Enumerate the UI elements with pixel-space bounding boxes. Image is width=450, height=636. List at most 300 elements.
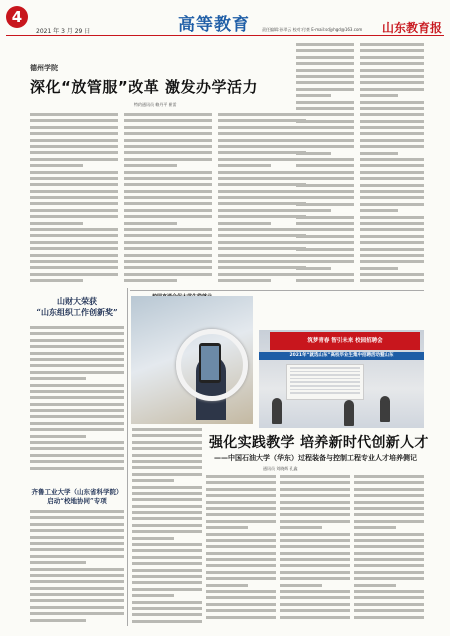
- masthead: [0, 0, 450, 44]
- body-text-line: [360, 267, 398, 270]
- body-text-line: [218, 209, 306, 212]
- article2-column-3: [280, 475, 350, 628]
- photo2-banner: 筑梦青春 智引未来 校园招聘会: [270, 332, 420, 350]
- body-text-line: [124, 209, 212, 212]
- body-text-line: [280, 596, 350, 599]
- body-text-line: [218, 266, 306, 269]
- body-text-line: [124, 196, 212, 199]
- body-text-line: [360, 132, 424, 135]
- body-text-line: [280, 545, 350, 548]
- body-text-line: [30, 619, 86, 622]
- article1-section-tag: 德州学院: [30, 64, 58, 72]
- body-text-line: [30, 422, 124, 425]
- body-text-line: [206, 501, 276, 504]
- body-text-line: [206, 609, 276, 612]
- body-text-line: [360, 101, 424, 104]
- body-text-line: [30, 580, 124, 583]
- body-text-line: [218, 260, 306, 263]
- body-text-line: [124, 190, 212, 193]
- body-text-line: [30, 371, 124, 374]
- body-text-line: [124, 279, 177, 282]
- edition-title: 高等教育: [178, 15, 250, 35]
- body-text-line: [30, 139, 118, 142]
- issue-date: 2021 年 3 月 29 日: [36, 28, 91, 35]
- body-text-line: [354, 584, 396, 587]
- body-text-line: [132, 620, 202, 623]
- body-text-line: [30, 234, 118, 237]
- body-text-line: [280, 507, 350, 510]
- body-text-line: [30, 516, 124, 519]
- article2-column-1: [132, 428, 202, 628]
- body-text-line: [280, 526, 322, 529]
- body-text-line: [30, 364, 124, 367]
- body-text-line: [360, 139, 424, 142]
- body-text-line: [30, 548, 124, 551]
- body-text-line: [296, 184, 354, 187]
- article1-column-5: [360, 43, 424, 288]
- sidebar1-title-line1: 山财大荣获: [57, 296, 97, 306]
- masthead-rule: [6, 35, 444, 36]
- body-text-line: [360, 273, 424, 276]
- body-text-line: [30, 510, 124, 513]
- body-text-line: [296, 43, 354, 46]
- sidebar1-title-line2: “山东组织工作创新奖”: [36, 307, 118, 317]
- body-text-line: [206, 545, 276, 548]
- body-text-line: [30, 113, 118, 116]
- body-text-line: [218, 228, 306, 231]
- body-text-line: [280, 558, 350, 561]
- body-text-line: [30, 126, 118, 129]
- body-text-line: [30, 390, 124, 393]
- body-text-line: [296, 177, 354, 180]
- body-text-line: [206, 616, 276, 619]
- body-text-line: [124, 171, 212, 174]
- body-text-line: [30, 606, 124, 609]
- body-text-line: [30, 352, 124, 355]
- body-text-line: [218, 113, 306, 116]
- body-text-line: [296, 273, 354, 276]
- body-text-line: [354, 609, 424, 612]
- body-text-line: [296, 145, 354, 148]
- body-text-line: [124, 247, 212, 250]
- body-text-line: [124, 164, 177, 167]
- body-text-line: [30, 177, 118, 180]
- body-text-line: [218, 126, 306, 129]
- body-text-line: [218, 183, 306, 186]
- column-divider: [127, 288, 128, 626]
- body-text-line: [206, 539, 276, 542]
- body-text-line: [280, 481, 350, 484]
- newspaper-logo: 山东教育报: [381, 21, 442, 35]
- body-text-line: [132, 575, 202, 578]
- body-text-line: [354, 533, 424, 536]
- body-text-line: [206, 533, 276, 536]
- body-text-line: [206, 577, 276, 580]
- body-text-line: [124, 260, 212, 263]
- body-text-line: [30, 536, 124, 539]
- body-text-line: [30, 241, 118, 244]
- body-text-line: [296, 101, 354, 104]
- body-text-line: [206, 507, 276, 510]
- body-text-line: [360, 145, 424, 148]
- body-text-line: [124, 273, 212, 276]
- body-text-line: [206, 552, 276, 555]
- body-text-line: [124, 151, 212, 154]
- body-text-line: [218, 234, 306, 237]
- body-text-line: [30, 454, 124, 457]
- body-text-line: [30, 202, 118, 205]
- body-text-line: [132, 607, 202, 610]
- body-text-line: [280, 494, 350, 497]
- body-text-line: [296, 107, 354, 110]
- body-text-line: [206, 526, 248, 529]
- body-text-line: [354, 526, 396, 529]
- body-text-line: [30, 574, 124, 577]
- body-text-line: [360, 81, 424, 84]
- body-text-line: [296, 222, 354, 225]
- body-text-line: [354, 501, 424, 504]
- article1-byline: 特约通讯员 赖丹平 崔雷: [134, 102, 177, 107]
- body-text-line: [354, 513, 424, 516]
- body-text-line: [30, 593, 124, 596]
- article1-column-1: [30, 113, 118, 288]
- body-text-line: [360, 254, 424, 257]
- sidebar2-title: [30, 488, 124, 506]
- body-text-line: [354, 577, 424, 580]
- body-text-line: [30, 612, 124, 615]
- body-text-line: [30, 326, 124, 329]
- body-text-line: [30, 599, 124, 602]
- body-text-line: [280, 513, 350, 516]
- body-text-line: [132, 466, 202, 469]
- body-text-line: [124, 113, 212, 116]
- body-text-line: [132, 486, 202, 489]
- body-text-line: [280, 520, 350, 523]
- body-text-line: [30, 542, 124, 545]
- body-text-line: [296, 241, 354, 244]
- article2-column-4: [354, 475, 424, 628]
- body-text-line: [124, 132, 212, 135]
- page-number-badge: 4: [6, 6, 28, 28]
- body-text-line: [360, 209, 398, 212]
- body-text-line: [360, 56, 424, 59]
- body-text-line: [360, 62, 424, 65]
- section-divider: [130, 290, 424, 291]
- body-text-line: [206, 475, 276, 478]
- body-text-line: [360, 113, 424, 116]
- body-text-line: [30, 435, 86, 438]
- body-text-line: [296, 49, 354, 52]
- body-text-line: [360, 69, 424, 72]
- body-text-line: [360, 49, 424, 52]
- body-text-line: [30, 403, 124, 406]
- body-text-line: [360, 171, 424, 174]
- body-text-line: [296, 132, 354, 135]
- body-text-line: [30, 151, 118, 154]
- body-text-line: [354, 603, 424, 606]
- body-text-line: [296, 260, 354, 263]
- article1-column-2: [124, 113, 212, 288]
- body-text-line: [206, 494, 276, 497]
- body-text-line: [30, 145, 118, 148]
- photo2-job-board: [286, 364, 364, 400]
- body-text-line: [218, 145, 306, 148]
- body-text-line: [206, 596, 276, 599]
- body-text-line: [30, 215, 118, 218]
- body-text-line: [354, 481, 424, 484]
- body-text-line: [132, 441, 202, 444]
- body-text-line: [218, 171, 306, 174]
- body-text-line: [124, 222, 177, 225]
- body-text-line: [124, 215, 212, 218]
- body-text-line: [218, 279, 271, 282]
- body-text-line: [30, 196, 118, 199]
- body-text-line: [296, 171, 354, 174]
- body-text-line: [354, 552, 424, 555]
- body-text-line: [354, 590, 424, 593]
- body-text-line: [296, 81, 354, 84]
- body-text-line: [296, 254, 354, 257]
- body-text-line: [296, 279, 354, 282]
- body-text-line: [296, 216, 354, 219]
- body-text-line: [132, 562, 202, 565]
- photo2-person: [344, 400, 354, 426]
- body-text-line: [132, 524, 202, 527]
- body-text-line: [354, 475, 424, 478]
- body-text-line: [132, 569, 202, 572]
- article1-column-4: [296, 43, 354, 288]
- body-text-line: [218, 196, 306, 199]
- body-text-line: [360, 126, 424, 129]
- body-text-line: [30, 164, 83, 167]
- body-text-line: [360, 279, 424, 282]
- body-text-line: [30, 345, 124, 348]
- body-text-line: [124, 126, 212, 129]
- editor-info: 责任编辑:孙翠云 校对:付豪 E-mail:sdjyhgd@163.com: [262, 27, 363, 32]
- body-text-line: [280, 539, 350, 542]
- body-text-line: [30, 171, 118, 174]
- body-text-line: [218, 190, 306, 193]
- body-text-line: [30, 260, 118, 263]
- photo2-banner-sub: 2021年“就选山东”高校毕业生集中招聘活动暨山东: [259, 352, 424, 360]
- photo2-person: [380, 396, 390, 422]
- body-text-line: [280, 564, 350, 567]
- body-text-line: [30, 587, 124, 590]
- body-text-line: [280, 552, 350, 555]
- body-text-line: [360, 216, 424, 219]
- body-text-line: [30, 358, 124, 361]
- body-text-line: [30, 183, 118, 186]
- body-text-line: [354, 558, 424, 561]
- body-text-line: [132, 447, 202, 450]
- body-text-line: [296, 267, 331, 270]
- body-text-line: [30, 467, 124, 470]
- body-text-line: [132, 613, 202, 616]
- body-text-line: [218, 241, 306, 244]
- sidebar1-brief: [30, 296, 124, 318]
- body-text-line: [132, 549, 202, 552]
- body-text-line: [30, 339, 124, 342]
- body-text-line: [218, 247, 306, 250]
- body-text-line: [206, 590, 276, 593]
- body-text-line: [132, 517, 202, 520]
- body-text-line: [218, 119, 306, 122]
- body-text-line: [30, 441, 124, 444]
- body-text-line: [124, 202, 212, 205]
- body-text-line: [218, 132, 306, 135]
- body-text-line: [30, 555, 124, 558]
- body-text-line: [132, 543, 202, 546]
- body-text-line: [354, 488, 424, 491]
- body-text-line: [360, 94, 398, 97]
- body-text-line: [296, 88, 354, 91]
- sidebar2-title-line1: 齐鲁工业大学（山东省科学院）: [31, 488, 123, 496]
- body-text-line: [124, 158, 212, 161]
- body-text-line: [30, 158, 118, 161]
- body-text-line: [132, 492, 202, 495]
- body-text-line: [132, 454, 202, 457]
- phone-screen: [201, 346, 219, 380]
- body-text-line: [296, 62, 354, 65]
- body-text-line: [218, 139, 306, 142]
- body-text-line: [218, 164, 271, 167]
- body-text-line: [360, 248, 424, 251]
- body-text-line: [360, 107, 424, 110]
- body-text-line: [132, 530, 202, 533]
- body-text-line: [132, 537, 174, 540]
- body-text-line: [296, 158, 354, 161]
- body-text-line: [124, 254, 212, 257]
- body-text-line: [280, 501, 350, 504]
- body-text-line: [30, 266, 118, 269]
- body-text-line: [296, 190, 354, 193]
- article1-headline: 深化“放管服”改革 激发办学活力: [30, 78, 258, 96]
- body-text-line: [30, 384, 124, 387]
- body-text-line: [30, 377, 86, 380]
- body-text-line: [280, 571, 350, 574]
- body-text-line: [30, 415, 124, 418]
- body-text-line: [30, 119, 118, 122]
- body-text-line: [296, 164, 354, 167]
- body-text-line: [206, 488, 276, 491]
- body-text-line: [354, 596, 424, 599]
- body-text-line: [206, 571, 276, 574]
- body-text-line: [296, 196, 354, 199]
- body-text-line: [132, 498, 202, 501]
- body-text-line: [30, 254, 118, 257]
- body-text-line: [124, 139, 212, 142]
- body-text-line: [124, 241, 212, 244]
- body-text-line: [218, 222, 271, 225]
- body-text-line: [30, 209, 118, 212]
- body-text-line: [124, 177, 212, 180]
- body-text-line: [360, 190, 424, 193]
- body-text-line: [132, 473, 202, 476]
- body-text-line: [280, 609, 350, 612]
- body-text-line: [132, 460, 202, 463]
- body-text-line: [280, 603, 350, 606]
- body-text-line: [354, 539, 424, 542]
- body-text-line: [296, 120, 354, 123]
- body-text-line: [280, 590, 350, 593]
- body-text-line: [296, 235, 354, 238]
- body-text-line: [124, 234, 212, 237]
- article2-byline: 通讯员 刘晓辉 孔鑫: [263, 466, 298, 471]
- body-text-line: [360, 228, 424, 231]
- body-text-line: [360, 75, 424, 78]
- body-text-line: [360, 177, 424, 180]
- body-text-line: [206, 584, 248, 587]
- body-text-line: [360, 241, 424, 244]
- body-text-line: [206, 564, 276, 567]
- body-text-line: [360, 203, 424, 206]
- body-text-line: [296, 139, 354, 142]
- body-text-line: [218, 273, 306, 276]
- body-text-line: [354, 564, 424, 567]
- body-text-line: [296, 228, 354, 231]
- body-text-line: [360, 222, 424, 225]
- body-text-line: [132, 594, 174, 597]
- body-text-line: [30, 460, 124, 463]
- body-text-line: [30, 228, 118, 231]
- body-text-line: [132, 601, 202, 604]
- body-text-line: [218, 151, 306, 154]
- body-text-line: [30, 561, 86, 564]
- body-text-line: [30, 568, 124, 571]
- body-text-line: [360, 235, 424, 238]
- body-text-line: [360, 164, 424, 167]
- body-text-line: [354, 494, 424, 497]
- sidebar1-text: [30, 326, 124, 476]
- body-text-line: [296, 113, 354, 116]
- body-text-line: [30, 409, 124, 412]
- body-text-line: [296, 126, 354, 129]
- body-text-line: [124, 183, 212, 186]
- body-text-line: [132, 511, 202, 514]
- body-text-line: [360, 260, 424, 263]
- body-text-line: [30, 190, 118, 193]
- body-text-line: [354, 616, 424, 619]
- body-text-line: [280, 533, 350, 536]
- article2-column-2: [206, 475, 276, 628]
- body-text-line: [280, 584, 322, 587]
- body-text-line: [30, 523, 124, 526]
- sidebar2-title-line2: 启动“校地协同”专项: [47, 497, 107, 505]
- body-text-line: [296, 56, 354, 59]
- body-text-line: [218, 202, 306, 205]
- body-text-line: [360, 120, 424, 123]
- body-text-line: [206, 603, 276, 606]
- body-text-line: [280, 488, 350, 491]
- body-text-line: [360, 196, 424, 199]
- body-text-line: [30, 529, 124, 532]
- body-text-line: [354, 507, 424, 510]
- body-text-line: [30, 279, 83, 282]
- body-text-line: [124, 228, 212, 231]
- photo2-person: [272, 398, 282, 424]
- body-text-line: [132, 581, 202, 584]
- body-text-line: [354, 545, 424, 548]
- body-text-line: [30, 428, 124, 431]
- body-text-line: [354, 571, 424, 574]
- body-text-line: [30, 222, 83, 225]
- body-text-line: [218, 158, 306, 161]
- body-text-line: [206, 558, 276, 561]
- article1-column-3: [218, 113, 306, 288]
- body-text-line: [360, 152, 398, 155]
- article2-subheadline: ——中国石油大学（华东）过程装备与控制工程专业人才培养侧记: [214, 454, 417, 462]
- body-text-line: [354, 520, 424, 523]
